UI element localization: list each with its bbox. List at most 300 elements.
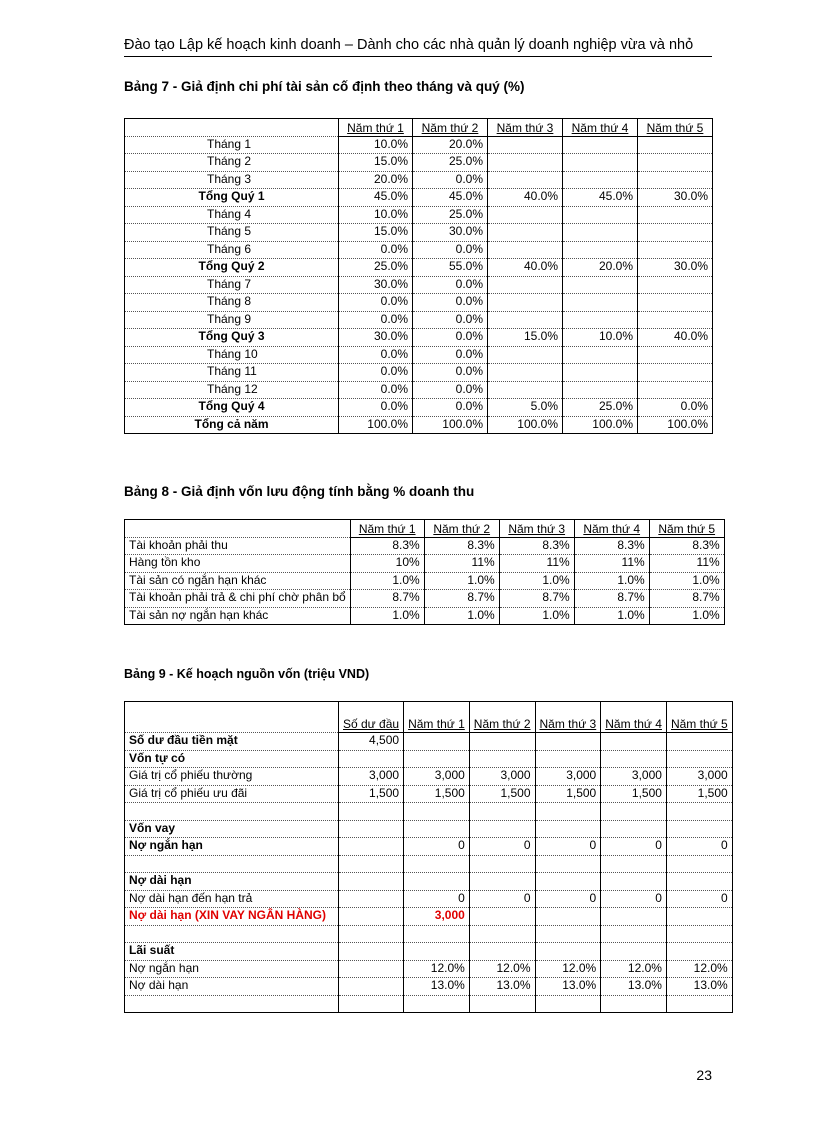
value-cell (469, 733, 535, 751)
value-cell (666, 873, 732, 891)
value-cell: 0.0% (339, 311, 413, 329)
value-cell (563, 224, 638, 242)
value-cell (404, 733, 470, 751)
value-cell: 12.0% (404, 960, 470, 978)
value-cell (666, 908, 732, 926)
row-label: Vốn vay (125, 820, 339, 838)
value-cell (339, 925, 404, 943)
value-cell: 40.0% (488, 189, 563, 207)
value-cell (488, 136, 563, 154)
value-cell (404, 820, 470, 838)
value-cell: 100.0% (413, 416, 488, 434)
value-cell: 0 (469, 838, 535, 856)
value-cell: 10% (350, 555, 424, 573)
value-cell: 20.0% (413, 136, 488, 154)
value-cell (666, 820, 732, 838)
table9-corner (125, 702, 339, 733)
table9-column-header: Năm thứ 1 (404, 702, 470, 733)
row-label (125, 995, 339, 1013)
table8-year-header: Năm thứ 5 (649, 520, 724, 538)
row-label: Lãi suất (125, 943, 339, 961)
value-cell: 11% (424, 555, 499, 573)
value-cell (666, 803, 732, 821)
value-cell: 13.0% (404, 978, 470, 996)
month-label: Tháng 6 (125, 241, 339, 259)
table-row (125, 590, 725, 608)
value-cell: 11% (649, 555, 724, 573)
value-cell: 30.0% (339, 329, 413, 347)
value-cell (339, 750, 404, 768)
value-cell (339, 838, 404, 856)
value-cell (535, 733, 601, 751)
row-label: Tài khoản phải thu (125, 537, 351, 555)
value-cell: 3,000 (666, 768, 732, 786)
value-cell: 0.0% (638, 399, 713, 417)
value-cell: 4,500 (339, 733, 404, 751)
table-row (125, 346, 713, 364)
table-row (125, 311, 713, 329)
table7-corner (125, 119, 339, 137)
page-number: 23 (696, 1067, 712, 1083)
table-row (125, 978, 733, 996)
row-label: Nợ dài hạn (125, 978, 339, 996)
table8-title: Bảng 8 - Giả định vốn lưu động tính bằng % doanh thu (124, 484, 475, 499)
table7-year-header: Năm thứ 2 (413, 119, 488, 137)
value-cell (339, 908, 404, 926)
value-cell: 12.0% (469, 960, 535, 978)
value-cell: 8.7% (424, 590, 499, 608)
value-cell: 0 (535, 838, 601, 856)
value-cell (601, 803, 667, 821)
value-cell (535, 925, 601, 943)
month-label: Tháng 10 (125, 346, 339, 364)
value-cell: 0 (601, 890, 667, 908)
table-row (125, 276, 713, 294)
value-cell (601, 995, 667, 1013)
table-row (125, 607, 725, 625)
value-cell (488, 381, 563, 399)
month-label: Tháng 11 (125, 364, 339, 382)
value-cell: 8.3% (649, 537, 724, 555)
value-cell (488, 294, 563, 312)
value-cell (404, 855, 470, 873)
value-cell (638, 136, 713, 154)
value-cell: 12.0% (535, 960, 601, 978)
value-cell: 0 (601, 838, 667, 856)
table-row (125, 224, 713, 242)
table7-fixed-asset-cost (124, 118, 713, 434)
row-label: Giá trị cổ phiếu ưu đãi (125, 785, 339, 803)
value-cell (535, 803, 601, 821)
value-cell (535, 995, 601, 1013)
value-cell: 1,500 (601, 785, 667, 803)
table-row (125, 364, 713, 382)
value-cell: 100.0% (638, 416, 713, 434)
value-cell (638, 276, 713, 294)
value-cell (339, 960, 404, 978)
value-cell: 8.3% (424, 537, 499, 555)
table-row (125, 154, 713, 172)
table-row (125, 171, 713, 189)
value-cell: 1,500 (666, 785, 732, 803)
value-cell: 20.0% (563, 259, 638, 277)
value-cell (488, 364, 563, 382)
value-cell: 8.7% (350, 590, 424, 608)
value-cell: 100.0% (339, 416, 413, 434)
table7-year-header: Năm thứ 4 (563, 119, 638, 137)
value-cell: 5.0% (488, 399, 563, 417)
value-cell (563, 346, 638, 364)
value-cell: 0 (469, 890, 535, 908)
value-cell: 100.0% (563, 416, 638, 434)
month-label: Tháng 7 (125, 276, 339, 294)
row-label (125, 925, 339, 943)
bank-loan-label: Nợ dài hạn (XIN VAY NGÂN HÀNG) (125, 908, 339, 926)
value-cell: 15.0% (488, 329, 563, 347)
value-cell: 10.0% (339, 206, 413, 224)
row-label: Nợ dài hạn đến hạn trả (125, 890, 339, 908)
value-cell (469, 855, 535, 873)
value-cell: 3,000 (404, 768, 470, 786)
row-label: Nợ ngắn hạn (125, 838, 339, 856)
value-cell (638, 241, 713, 259)
table-row (125, 189, 713, 207)
value-cell (601, 733, 667, 751)
value-cell (469, 820, 535, 838)
value-cell (469, 803, 535, 821)
value-cell: 0.0% (413, 276, 488, 294)
bank-loan-amount: 3,000 (404, 908, 470, 926)
total-label: Tổng cả năm (125, 416, 339, 434)
value-cell (488, 276, 563, 294)
value-cell: 1.0% (350, 607, 424, 625)
table8-year-header: Năm thứ 2 (424, 520, 499, 538)
table-row (125, 733, 733, 751)
value-cell: 0.0% (413, 171, 488, 189)
value-cell (563, 381, 638, 399)
row-label: Vốn tự có (125, 750, 339, 768)
value-cell (666, 733, 732, 751)
value-cell: 13.0% (469, 978, 535, 996)
month-label: Tháng 3 (125, 171, 339, 189)
value-cell (601, 943, 667, 961)
value-cell (469, 873, 535, 891)
value-cell: 0.0% (339, 346, 413, 364)
value-cell (638, 346, 713, 364)
value-cell: 0.0% (413, 381, 488, 399)
value-cell (339, 803, 404, 821)
table-row (125, 206, 713, 224)
table8-year-header: Năm thứ 4 (574, 520, 649, 538)
value-cell: 0.0% (339, 241, 413, 259)
value-cell (638, 294, 713, 312)
value-cell: 12.0% (601, 960, 667, 978)
table-row (125, 416, 713, 434)
table-row (125, 768, 733, 786)
value-cell: 1,500 (469, 785, 535, 803)
value-cell (535, 943, 601, 961)
table-row (125, 294, 713, 312)
value-cell (488, 206, 563, 224)
month-label: Tháng 2 (125, 154, 339, 172)
value-cell: 1.0% (574, 572, 649, 590)
value-cell: 25.0% (563, 399, 638, 417)
value-cell (488, 154, 563, 172)
value-cell: 30.0% (413, 224, 488, 242)
value-cell (469, 943, 535, 961)
value-cell: 8.3% (499, 537, 574, 555)
value-cell: 8.7% (649, 590, 724, 608)
value-cell (638, 381, 713, 399)
value-cell: 3,000 (469, 768, 535, 786)
value-cell: 1,500 (535, 785, 601, 803)
value-cell (666, 943, 732, 961)
table7-header-row (125, 119, 713, 137)
row-label: Tài sản có ngắn hạn khác (125, 572, 351, 590)
value-cell: 8.3% (350, 537, 424, 555)
value-cell: 20.0% (339, 171, 413, 189)
row-label (125, 803, 339, 821)
total-label: Tổng Quý 2 (125, 259, 339, 277)
value-cell (469, 995, 535, 1013)
total-label: Tổng Quý 4 (125, 399, 339, 417)
value-cell (339, 890, 404, 908)
table7-title: Bảng 7 - Giả định chi phí tài sản cố định theo tháng và quý (%) (124, 79, 525, 94)
value-cell: 10.0% (563, 329, 638, 347)
value-cell (601, 873, 667, 891)
value-cell (535, 855, 601, 873)
value-cell: 1.0% (649, 572, 724, 590)
value-cell: 15.0% (339, 224, 413, 242)
table-row (125, 803, 733, 821)
value-cell: 0 (666, 890, 732, 908)
table8-corner (125, 520, 351, 538)
row-label: Nợ dài hạn (125, 873, 339, 891)
value-cell: 1.0% (649, 607, 724, 625)
value-cell: 25.0% (339, 259, 413, 277)
value-cell: 40.0% (488, 259, 563, 277)
table7-year-header: Năm thứ 5 (638, 119, 713, 137)
table8-year-header: Năm thứ 1 (350, 520, 424, 538)
total-label: Tổng Quý 1 (125, 189, 339, 207)
value-cell (601, 925, 667, 943)
value-cell (404, 925, 470, 943)
value-cell: 10.0% (339, 136, 413, 154)
table9-title: Bảng 9 - Kế hoạch nguồn vốn (triệu VND) (124, 667, 370, 681)
value-cell: 0.0% (413, 399, 488, 417)
table-row (125, 995, 733, 1013)
value-cell: 100.0% (488, 416, 563, 434)
value-cell (666, 925, 732, 943)
value-cell: 0.0% (413, 364, 488, 382)
table-row (125, 329, 713, 347)
value-cell: 3,000 (339, 768, 404, 786)
value-cell (535, 908, 601, 926)
table9-header-row (125, 702, 733, 733)
value-cell (666, 855, 732, 873)
value-cell: 0.0% (339, 381, 413, 399)
value-cell (563, 206, 638, 224)
table9-column-header: Năm thứ 5 (666, 702, 732, 733)
value-cell (638, 224, 713, 242)
table-row (125, 399, 713, 417)
value-cell: 0 (535, 890, 601, 908)
value-cell (601, 855, 667, 873)
value-cell (404, 873, 470, 891)
value-cell: 8.3% (574, 537, 649, 555)
value-cell: 25.0% (413, 154, 488, 172)
value-cell (638, 206, 713, 224)
table-row (125, 259, 713, 277)
value-cell: 8.7% (499, 590, 574, 608)
row-label: Giá trị cổ phiếu thường (125, 768, 339, 786)
value-cell: 0.0% (413, 346, 488, 364)
month-label: Tháng 9 (125, 311, 339, 329)
month-label: Tháng 1 (125, 136, 339, 154)
value-cell (488, 241, 563, 259)
value-cell (638, 154, 713, 172)
value-cell: 0.0% (413, 311, 488, 329)
value-cell: 11% (574, 555, 649, 573)
value-cell: 1.0% (424, 572, 499, 590)
table-row (125, 943, 733, 961)
table-row (125, 908, 733, 926)
value-cell: 0.0% (339, 294, 413, 312)
table-row (125, 960, 733, 978)
table7-year-header: Năm thứ 1 (339, 119, 413, 137)
value-cell: 15.0% (339, 154, 413, 172)
value-cell (563, 294, 638, 312)
table9-column-header: Năm thứ 2 (469, 702, 535, 733)
month-label: Tháng 4 (125, 206, 339, 224)
value-cell: 13.0% (601, 978, 667, 996)
value-cell (488, 224, 563, 242)
value-cell: 1.0% (424, 607, 499, 625)
table-row (125, 890, 733, 908)
value-cell: 3,000 (535, 768, 601, 786)
value-cell: 45.0% (413, 189, 488, 207)
value-cell (535, 750, 601, 768)
value-cell (469, 925, 535, 943)
value-cell: 30.0% (339, 276, 413, 294)
table-row (125, 855, 733, 873)
value-cell: 1,500 (404, 785, 470, 803)
value-cell: 45.0% (563, 189, 638, 207)
value-cell (666, 995, 732, 1013)
value-cell (339, 873, 404, 891)
value-cell: 0.0% (413, 294, 488, 312)
table-row (125, 241, 713, 259)
value-cell (563, 311, 638, 329)
value-cell (563, 276, 638, 294)
value-cell: 11% (499, 555, 574, 573)
value-cell: 45.0% (339, 189, 413, 207)
value-cell (601, 908, 667, 926)
value-cell: 0.0% (413, 241, 488, 259)
value-cell (404, 995, 470, 1013)
table8-year-header: Năm thứ 3 (499, 520, 574, 538)
value-cell (535, 873, 601, 891)
table-row (125, 381, 713, 399)
value-cell (469, 750, 535, 768)
table9-column-header: Năm thứ 4 (601, 702, 667, 733)
total-label: Tổng Quý 3 (125, 329, 339, 347)
table-row (125, 572, 725, 590)
value-cell (469, 908, 535, 926)
month-label: Tháng 12 (125, 381, 339, 399)
value-cell: 12.0% (666, 960, 732, 978)
value-cell: 30.0% (638, 259, 713, 277)
value-cell: 0 (404, 890, 470, 908)
value-cell (339, 820, 404, 838)
value-cell (563, 154, 638, 172)
value-cell: 0 (404, 838, 470, 856)
table9-funding-plan (124, 701, 733, 1013)
table-row (125, 873, 733, 891)
value-cell (404, 750, 470, 768)
value-cell (404, 803, 470, 821)
value-cell: 0.0% (339, 399, 413, 417)
value-cell (666, 750, 732, 768)
row-label (125, 855, 339, 873)
row-label: Tài khoản phải trả & chi phí chờ phân bổ (125, 590, 351, 608)
table8-working-capital (124, 519, 725, 625)
value-cell: 1.0% (499, 607, 574, 625)
value-cell: 1.0% (574, 607, 649, 625)
value-cell (339, 995, 404, 1013)
value-cell: 55.0% (413, 259, 488, 277)
table-row (125, 925, 733, 943)
value-cell (535, 820, 601, 838)
value-cell (563, 364, 638, 382)
table8-header-row (125, 520, 725, 538)
value-cell (339, 978, 404, 996)
table-row (125, 838, 733, 856)
table-row (125, 537, 725, 555)
value-cell (488, 346, 563, 364)
table-row (125, 750, 733, 768)
value-cell: 40.0% (638, 329, 713, 347)
value-cell: 1.0% (350, 572, 424, 590)
value-cell (339, 855, 404, 873)
row-label: Nợ ngắn hạn (125, 960, 339, 978)
value-cell (488, 311, 563, 329)
table-row (125, 785, 733, 803)
month-label: Tháng 8 (125, 294, 339, 312)
month-label: Tháng 5 (125, 224, 339, 242)
table-row (125, 820, 733, 838)
table9-column-header: Năm thứ 3 (535, 702, 601, 733)
table9-column-header: Số dư đầu (339, 702, 404, 733)
table-row (125, 555, 725, 573)
page-header: Đào tạo Lập kế hoạch kinh doanh – Dành cho các nhà quản lý doanh nghiệp vừa và nhỏ (124, 37, 712, 57)
value-cell: 3,000 (601, 768, 667, 786)
value-cell: 8.7% (574, 590, 649, 608)
value-cell: 25.0% (413, 206, 488, 224)
value-cell (339, 943, 404, 961)
value-cell (563, 241, 638, 259)
value-cell (563, 171, 638, 189)
value-cell (601, 820, 667, 838)
value-cell (638, 311, 713, 329)
value-cell: 30.0% (638, 189, 713, 207)
row-label: Hàng tồn kho (125, 555, 351, 573)
table7-year-header: Năm thứ 3 (488, 119, 563, 137)
value-cell: 0.0% (413, 329, 488, 347)
row-label: Tài sản nợ ngắn hạn khác (125, 607, 351, 625)
value-cell: 1,500 (339, 785, 404, 803)
value-cell: 0.0% (339, 364, 413, 382)
